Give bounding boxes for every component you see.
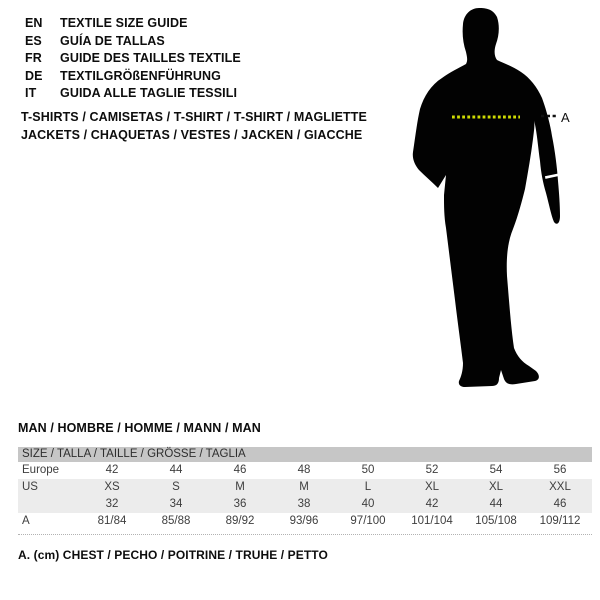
table-cell: 50: [361, 464, 375, 476]
language-code: DE: [25, 68, 43, 83]
table-cell: 89/92: [225, 515, 255, 527]
table-cell: 97/100: [350, 515, 386, 527]
table-cell: 48: [297, 464, 311, 476]
table-cell: 42: [425, 498, 439, 510]
row-label: [18, 496, 80, 513]
row-label: Europe: [22, 464, 60, 476]
table-cell: S: [172, 481, 180, 493]
table-cell: M: [235, 481, 245, 493]
table-row-europe: [18, 462, 592, 479]
table-cell: L: [364, 481, 372, 493]
language-row-fr: [25, 50, 241, 68]
size-table: [18, 447, 592, 535]
table-row-us-numeric: [18, 496, 592, 513]
measurement-footnote: A. (cm) CHEST / PECHO / POITRINE / TRUHE / PETTO: [18, 548, 328, 562]
table-cell: 56: [553, 464, 567, 476]
category-line-jackets: JACKETS / CHAQUETAS / VESTES / JACKEN / GIACCHE: [21, 127, 363, 142]
garment-categories: [21, 109, 367, 144]
table-cell: 81/84: [97, 515, 127, 527]
table-row-us: [18, 479, 592, 496]
size-table-header: SIZE / TALLA / TAILLE / GRÖSSE / TAGLIA: [18, 447, 592, 462]
row-label: A: [22, 515, 30, 527]
table-cell: 34: [169, 498, 183, 510]
man-silhouette: [413, 8, 560, 387]
table-cell: 109/112: [539, 515, 581, 527]
table-cell: M: [299, 481, 309, 493]
table-cell: 38: [297, 498, 311, 510]
table-cell: 93/96: [289, 515, 319, 527]
table-cell: 42: [105, 464, 119, 476]
table-cell: 36: [233, 498, 247, 510]
table-cell: 40: [361, 498, 375, 510]
table-cell: XL: [488, 481, 504, 493]
language-label: GUIDE DES TAILLES TEXTILE: [60, 51, 241, 65]
table-cell: 46: [553, 498, 567, 510]
table-cell: 54: [489, 464, 503, 476]
table-cell: 32: [105, 498, 119, 510]
table-cell: 44: [169, 464, 183, 476]
measure-label-a: A: [561, 110, 570, 125]
row-label: US: [22, 481, 38, 493]
table-cell: 44: [489, 498, 503, 510]
language-label: TEXTILE SIZE GUIDE: [60, 16, 188, 30]
table-cell: 105/108: [475, 515, 517, 527]
language-row-en: [25, 15, 241, 33]
language-row-it: [25, 85, 241, 103]
language-row-de: [25, 68, 241, 86]
table-cell: 85/88: [161, 515, 191, 527]
language-row-es: [25, 33, 241, 51]
table-row-chest-a: [18, 513, 592, 530]
table-cell: 46: [233, 464, 247, 476]
table-cell: XS: [104, 481, 120, 493]
language-code: ES: [25, 33, 42, 48]
language-label: TEXTILGRÖßENFÜHRUNG: [60, 68, 221, 83]
man-silhouette-figure: [400, 0, 600, 400]
gender-heading: MAN / HOMBRE / HOMME / MANN / MAN: [18, 421, 261, 435]
table-cell: XXL: [549, 481, 571, 493]
table-cell: 52: [425, 464, 439, 476]
language-code: EN: [25, 16, 43, 30]
table-cell: XL: [424, 481, 440, 493]
language-code: FR: [25, 51, 42, 65]
language-label: GUÍA DE TALLAS: [60, 33, 165, 48]
language-list: [25, 15, 241, 103]
table-cell: 101/104: [411, 515, 453, 527]
language-label: GUIDA ALLE TAGLIE TESSILI: [60, 86, 238, 100]
category-line-tshirts: T-SHIRTS / CAMISETAS / T-SHIRT / T-SHIRT / MAGLIETTE: [21, 110, 367, 124]
language-code: IT: [25, 86, 37, 100]
